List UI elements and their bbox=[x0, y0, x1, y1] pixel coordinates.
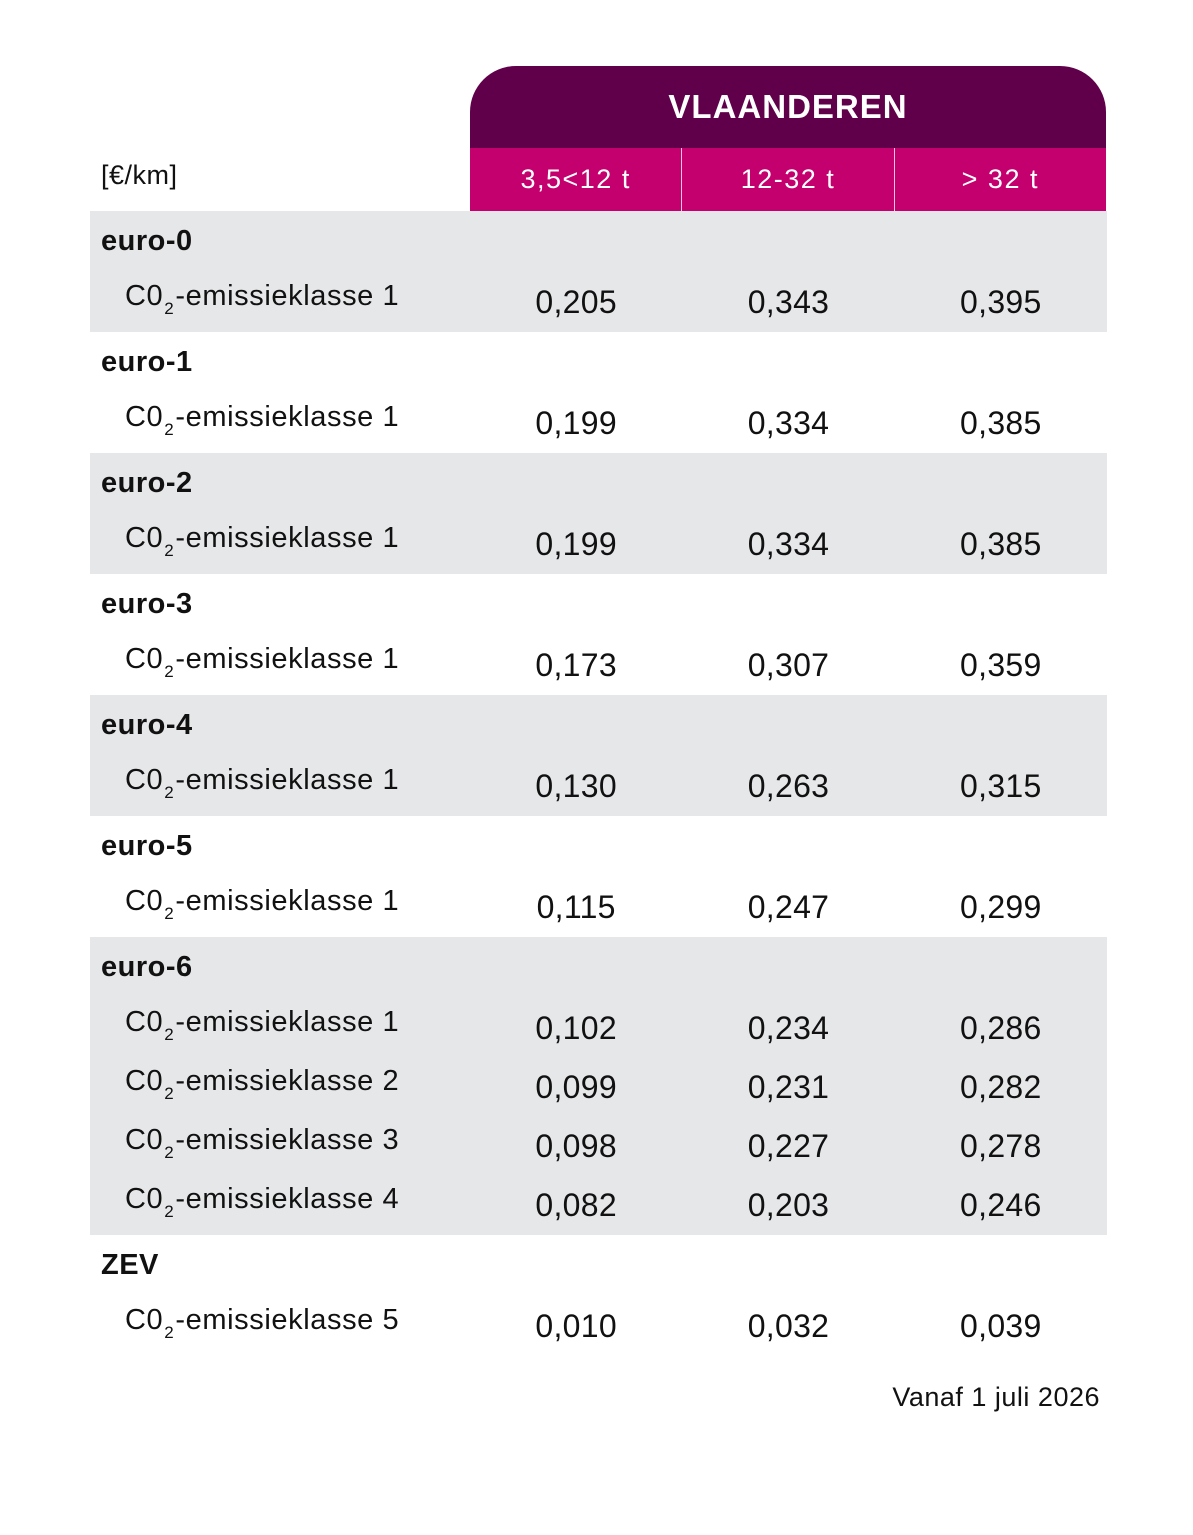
label-prefix: C0 bbox=[125, 280, 164, 312]
table-row bbox=[90, 1174, 1107, 1233]
label-suffix: -emissieklasse 1 bbox=[175, 885, 400, 917]
row-group bbox=[90, 211, 1107, 332]
table-row bbox=[90, 876, 1107, 935]
region-header: VLAANDEREN bbox=[470, 66, 1106, 148]
label-subscript: 2 bbox=[164, 1143, 175, 1162]
value-cell: 0,203 bbox=[747, 1187, 830, 1223]
value-cell: 0,263 bbox=[747, 768, 830, 804]
label-suffix: -emissieklasse 2 bbox=[175, 1065, 400, 1097]
label-suffix: -emissieklasse 1 bbox=[175, 1006, 400, 1038]
value-cell: 0,385 bbox=[960, 526, 1042, 562]
label-suffix: -emissieklasse 1 bbox=[175, 643, 400, 675]
emission-class-label bbox=[90, 1124, 470, 1162]
label-subscript: 2 bbox=[164, 420, 175, 439]
value-cell: 0,247 bbox=[747, 889, 830, 925]
group-title: euro-6 bbox=[101, 950, 193, 983]
label-prefix: C0 bbox=[125, 885, 164, 917]
label-prefix: C0 bbox=[125, 1304, 164, 1336]
label-suffix: -emissieklasse 1 bbox=[175, 764, 400, 796]
value-cell: 0,199 bbox=[535, 405, 617, 441]
row-group bbox=[90, 332, 1107, 453]
label-prefix: C0 bbox=[125, 1006, 164, 1038]
value-cell: 0,359 bbox=[960, 647, 1042, 683]
label-suffix: -emissieklasse 3 bbox=[175, 1124, 400, 1156]
table-row bbox=[90, 634, 1107, 693]
label-subscript: 2 bbox=[164, 904, 175, 923]
row-group bbox=[90, 574, 1107, 695]
value-cell: 0,334 bbox=[747, 526, 830, 562]
table-row bbox=[90, 271, 1107, 330]
tariff-table bbox=[90, 211, 1107, 1356]
value-cell: 0,010 bbox=[535, 1308, 617, 1344]
label-subscript: 2 bbox=[164, 541, 175, 560]
group-title: euro-1 bbox=[101, 345, 193, 378]
value-cell: 0,130 bbox=[535, 768, 617, 804]
table-row bbox=[90, 1056, 1107, 1115]
label-prefix: C0 bbox=[125, 401, 164, 433]
label-prefix: C0 bbox=[125, 643, 164, 675]
value-cell: 0,343 bbox=[747, 284, 830, 320]
value-cell: 0,039 bbox=[960, 1308, 1042, 1344]
emission-class-label bbox=[90, 1304, 470, 1342]
value-cell: 0,395 bbox=[960, 284, 1042, 320]
row-group bbox=[90, 453, 1107, 574]
table-row bbox=[90, 997, 1107, 1056]
value-cell: 0,315 bbox=[960, 768, 1042, 804]
value-cell: 0,246 bbox=[960, 1187, 1042, 1223]
label-suffix: -emissieklasse 5 bbox=[175, 1304, 400, 1336]
emission-class-label bbox=[90, 1006, 470, 1044]
value-cell: 0,099 bbox=[535, 1069, 617, 1105]
emission-class-label bbox=[90, 522, 470, 560]
emission-class-label bbox=[90, 401, 470, 439]
value-cell: 0,205 bbox=[535, 284, 617, 320]
emission-class-label bbox=[90, 280, 470, 318]
label-prefix: C0 bbox=[125, 1124, 164, 1156]
column-header: 3,5<12 t bbox=[520, 164, 631, 194]
unit-label: [€/km] bbox=[101, 160, 178, 190]
value-cell: 0,098 bbox=[535, 1128, 617, 1164]
label-subscript: 2 bbox=[164, 1202, 175, 1221]
label-subscript: 2 bbox=[164, 1025, 175, 1044]
label-suffix: -emissieklasse 1 bbox=[175, 280, 400, 312]
value-cell: 0,102 bbox=[535, 1010, 617, 1046]
row-group bbox=[90, 937, 1107, 1235]
value-cell: 0,115 bbox=[536, 889, 616, 925]
label-prefix: C0 bbox=[125, 522, 164, 554]
table-row bbox=[90, 755, 1107, 814]
row-group bbox=[90, 816, 1107, 937]
value-cell: 0,385 bbox=[960, 405, 1042, 441]
value-cell: 0,278 bbox=[960, 1128, 1042, 1164]
group-title: ZEV bbox=[101, 1248, 159, 1281]
value-cell: 0,282 bbox=[960, 1069, 1042, 1105]
label-subscript: 2 bbox=[164, 783, 175, 802]
value-cell: 0,173 bbox=[535, 647, 617, 683]
table-row bbox=[90, 1295, 1107, 1354]
value-cell: 0,199 bbox=[535, 526, 617, 562]
label-prefix: C0 bbox=[125, 764, 164, 796]
column-header: 12-32 t bbox=[681, 148, 893, 211]
footnote: Vanaf 1 juli 2026 bbox=[892, 1382, 1100, 1412]
table-row bbox=[90, 392, 1107, 451]
group-title: euro-4 bbox=[101, 708, 193, 741]
table-row bbox=[90, 1115, 1107, 1174]
label-subscript: 2 bbox=[164, 1323, 175, 1342]
group-title: euro-3 bbox=[101, 587, 193, 620]
value-cell: 0,227 bbox=[747, 1128, 830, 1164]
value-cell: 0,082 bbox=[535, 1187, 617, 1223]
value-cell: 0,299 bbox=[960, 889, 1042, 925]
emission-class-label bbox=[90, 1183, 470, 1221]
value-cell: 0,334 bbox=[747, 405, 830, 441]
value-cell: 0,234 bbox=[747, 1010, 830, 1046]
label-subscript: 2 bbox=[164, 1084, 175, 1103]
value-cell: 0,286 bbox=[960, 1010, 1042, 1046]
column-headers bbox=[470, 148, 1106, 211]
column-header: > 32 t bbox=[894, 148, 1106, 211]
table-row bbox=[90, 513, 1107, 572]
value-cell: 0,032 bbox=[747, 1308, 830, 1344]
label-subscript: 2 bbox=[164, 662, 175, 681]
emission-class-label bbox=[90, 885, 470, 923]
emission-class-label bbox=[90, 1065, 470, 1103]
group-title: euro-5 bbox=[101, 829, 193, 862]
label-prefix: C0 bbox=[125, 1183, 164, 1215]
emission-class-label bbox=[90, 643, 470, 681]
value-cell: 0,231 bbox=[747, 1069, 830, 1105]
group-title: euro-0 bbox=[101, 224, 193, 257]
row-group bbox=[90, 695, 1107, 816]
row-group bbox=[90, 1235, 1107, 1356]
emission-class-label bbox=[90, 764, 470, 802]
group-title: euro-2 bbox=[101, 466, 193, 499]
value-cell: 0,307 bbox=[747, 647, 830, 683]
label-suffix: -emissieklasse 4 bbox=[175, 1183, 400, 1215]
label-suffix: -emissieklasse 1 bbox=[175, 522, 400, 554]
label-suffix: -emissieklasse 1 bbox=[175, 401, 400, 433]
label-prefix: C0 bbox=[125, 1065, 164, 1097]
label-subscript: 2 bbox=[164, 299, 175, 318]
